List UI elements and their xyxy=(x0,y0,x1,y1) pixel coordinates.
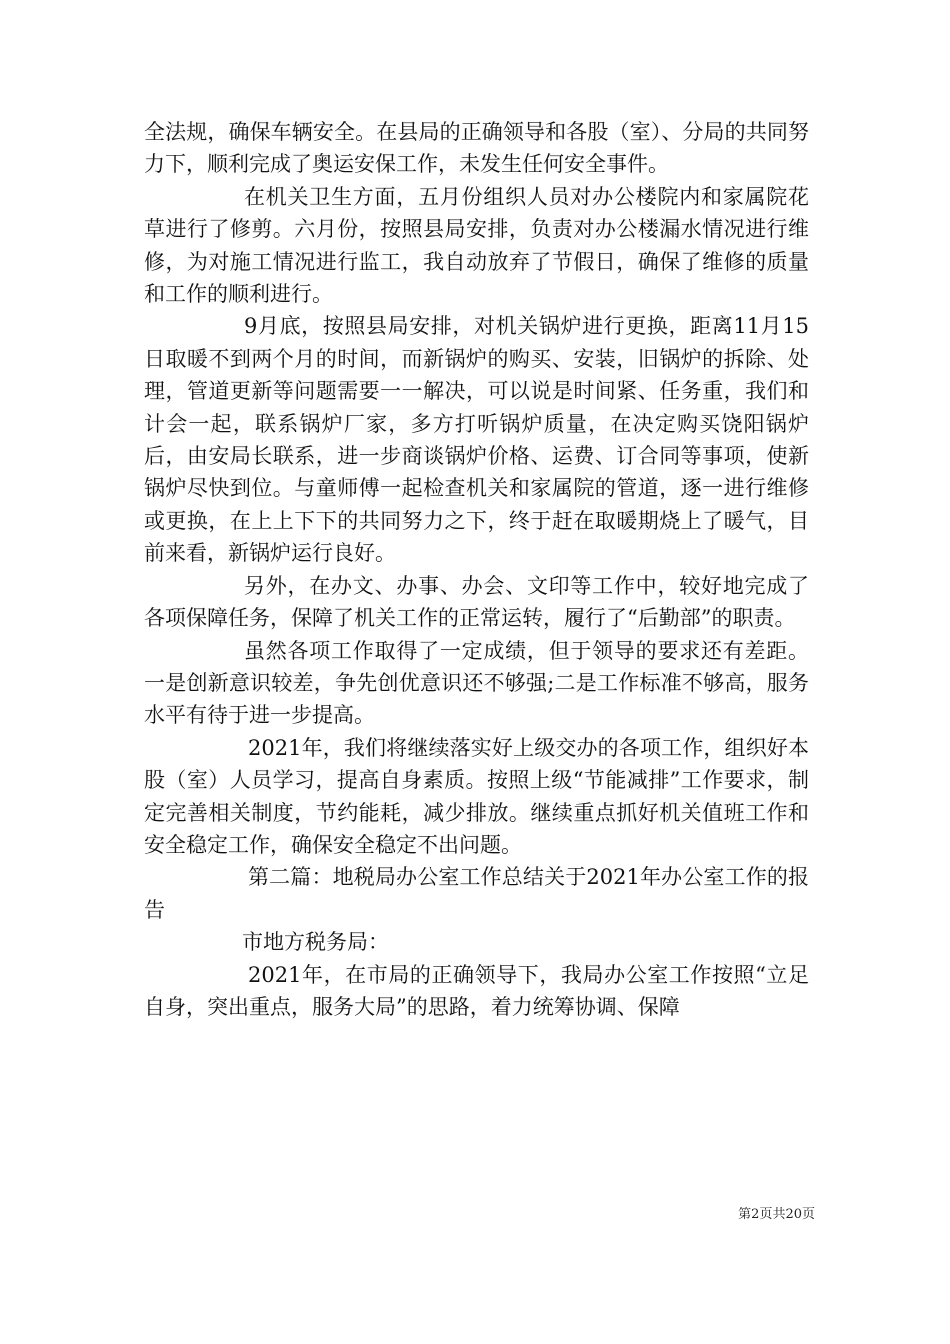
salutation: 市地方税务局： xyxy=(242,930,389,955)
section-heading-part-two: 第二篇：地税局办公室工作总结关于2021年办公室工作的报告 xyxy=(144,865,809,922)
page-number-footer: 第2页共20页 xyxy=(738,1207,815,1222)
paragraph-continuation: 全法规，确保车辆安全。在县局的正确领导和各股（室）、分局的共同努力下，顺利完成了奥运安保工作，未发生任何安全事件。 xyxy=(144,120,809,177)
paragraph-office-hygiene: 在机关卫生方面，五月份组织人员对办公楼院内和家属院花草进行了修剪。六月份，按照县局安排，负责对办公楼漏水情况进行维修，为对施工情况进行监工，我自动放弃了节假日，确保了维修的质量和工作的顺利进行。 xyxy=(144,184,809,307)
paragraph-boiler-replacement: 9月底，按照县局安排，对机关锅炉进行更换，距离11月15日取暖不到两个月的时间，而新锅炉的购买、安装，旧锅炉的拆除、处理，管道更新等问题需要一一解决，可以说是时间紧、任务重，我们和计会一起，联系锅炉厂家，多方打听锅炉质量，在决定购买饶阳锅炉后，由安局长联系，进一步商谈锅炉价格、运费、订合同等事项，使新锅炉尽快到位。与童师傅一起检查机关和家属院的管道，逐一进行维修或更换，在上上下下的共同努力之下，终于赶在取暖期烧上了暖气，目前来看，新锅炉运行良好。 xyxy=(144,314,809,566)
paragraph-logistics-support: 另外，在办文、办事、办会、文印等工作中，较好地完成了各项保障任务，保障了机关工作的正常运转，履行了“后勤部”的职责。 xyxy=(144,573,809,631)
paragraph-shortcomings: 虽然各项工作取得了一定成绩，但于领导的要求还有差距。一是创新意识较差，争先创优意识还不够强;二是工作标准不够高，服务水平有待于进一步提高。 xyxy=(144,638,809,728)
document-body xyxy=(144,116,809,1023)
paragraph-report-opening: 2021年，在市局的正确领导下，我局办公室工作按照“立足自身，突出重点，服务大局”的思路，着力统筹协调、保障 xyxy=(144,962,809,1019)
paragraph-next-year-plan: 2021年，我们将继续落实好上级交办的各项工作，组织好本股（室）人员学习，提高自身素质。按照上级“节能减排”工作要求，制定完善相关制度，节约能耗，减少排放。继续重点抓好机关值班工作和安全稳定工作，确保安全稳定不出问题。 xyxy=(144,735,809,857)
